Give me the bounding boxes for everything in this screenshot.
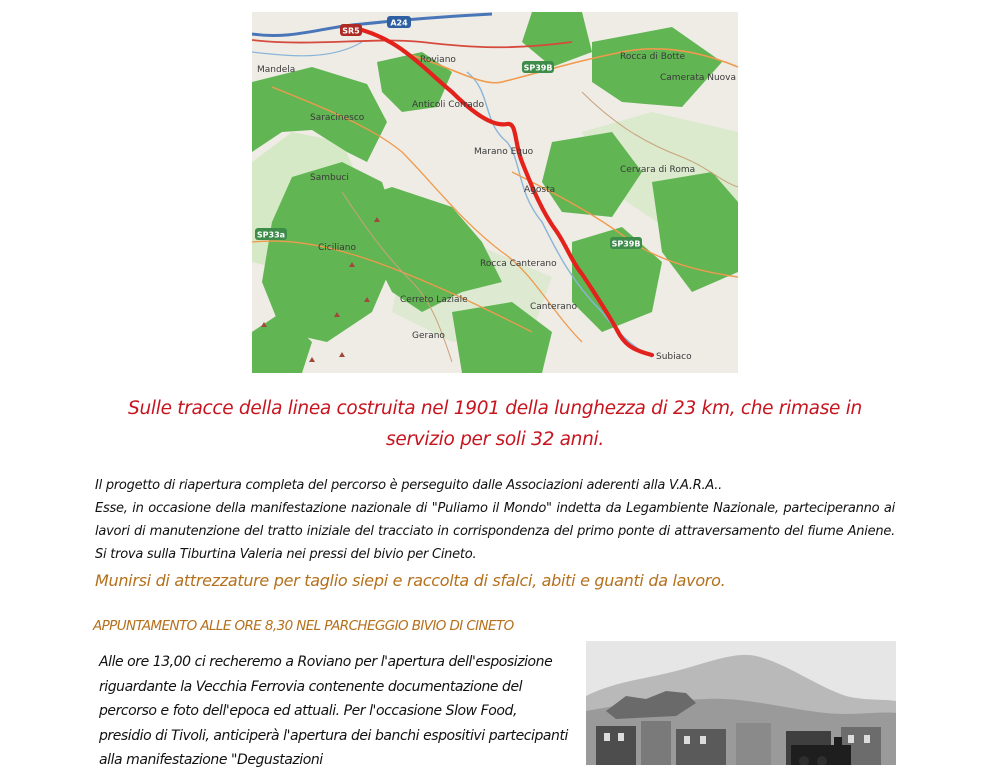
map-graphic [252,12,738,373]
paragraph-text: Esse, in occasione della manifestazione nazionale di "Puliamo il Mondo" indetta da Legambiente Nazionale, parteciperanno ai lavori di manutenzione del tratto iniziale del tracciato in corrispondenza del primo ponte di attraversamento del fiume Aniene. Si trova sulla Tiburtina Valeria nei pressi del bivio per Cineto. [95,501,895,562]
svg-text:SP33a: SP33a [256,230,286,240]
road-shield-sr5 [340,24,362,36]
place-rocca-canterano: Rocca Canterano [480,259,557,269]
place-ciciliano: Ciciliano [318,243,356,253]
intro-text: Il progetto di riapertura completa del percorso è perseguito dalle Associazioni aderenti alla V.A.R.A.. [95,478,723,493]
place-agosta: Agosta [524,185,556,195]
headline: Sulle tracce della linea costruita nel 1901 della lunghezza di 23 km, che rimase in servizio per soli 32 anni. [128,398,862,450]
place-saracinesco: Saracinesco [310,113,365,123]
historic-photo-graphic [586,641,896,765]
place-camerata-nuova: Camerata Nuova [660,73,737,83]
place-sambuci: Sambuci [310,173,349,183]
road-shield-sp39b-top [522,61,554,73]
svg-text:SP39B: SP39B [611,239,641,249]
events-paragraph: Alle ore 13,00 ci recheremo a Roviano per l'apertura dell'esposizione riguardante la Vecchia Ferrovia contenente documentazione del percorso e foto dell'epoca ed attuali. Per l'occasione Slow Food, presidio di Tivoli, anticiperà l'apertura dei banchi espositivi partecipanti alla manifestazione "Degustazioni [99,654,568,768]
svg-text:A24: A24 [390,18,408,28]
place-roviano: Roviano [420,55,456,65]
place-mandela: Mandela [257,65,296,75]
place-canterano: Canterano [530,302,577,312]
road-shield-a24 [387,16,411,28]
place-anticoli-corrado: Anticoli Corrado [412,100,484,110]
body-text [95,474,895,566]
road-shield-sp33a [255,228,287,240]
road-shield-sp39b-mid [610,237,642,249]
place-cervara-di-roma: Cervara di Roma [620,165,696,175]
appointment-heading: APPUNTAMENTO ALLE ORE 8,30 NEL PARCHEGGIO BIVIO DI CINETO [93,618,514,634]
historic-photo [586,641,896,765]
svg-text:SP39B: SP39B [523,63,553,73]
events-text [99,650,569,773]
place-gerano: Gerano [412,331,445,341]
place-marano-equo: Marano Equo [474,147,534,157]
place-cerreto-laziale: Cerreto Laziale [400,295,468,305]
place-subiaco: Subiaco [656,352,692,362]
equipment-note: Munirsi di attrezzature per taglio siepi e raccolta di sfalci, abiti e guanti da lavoro. [95,571,726,590]
svg-text:SR5: SR5 [342,26,360,36]
place-rocca-di-botte: Rocca di Botte [620,52,685,62]
route-map [252,12,738,373]
